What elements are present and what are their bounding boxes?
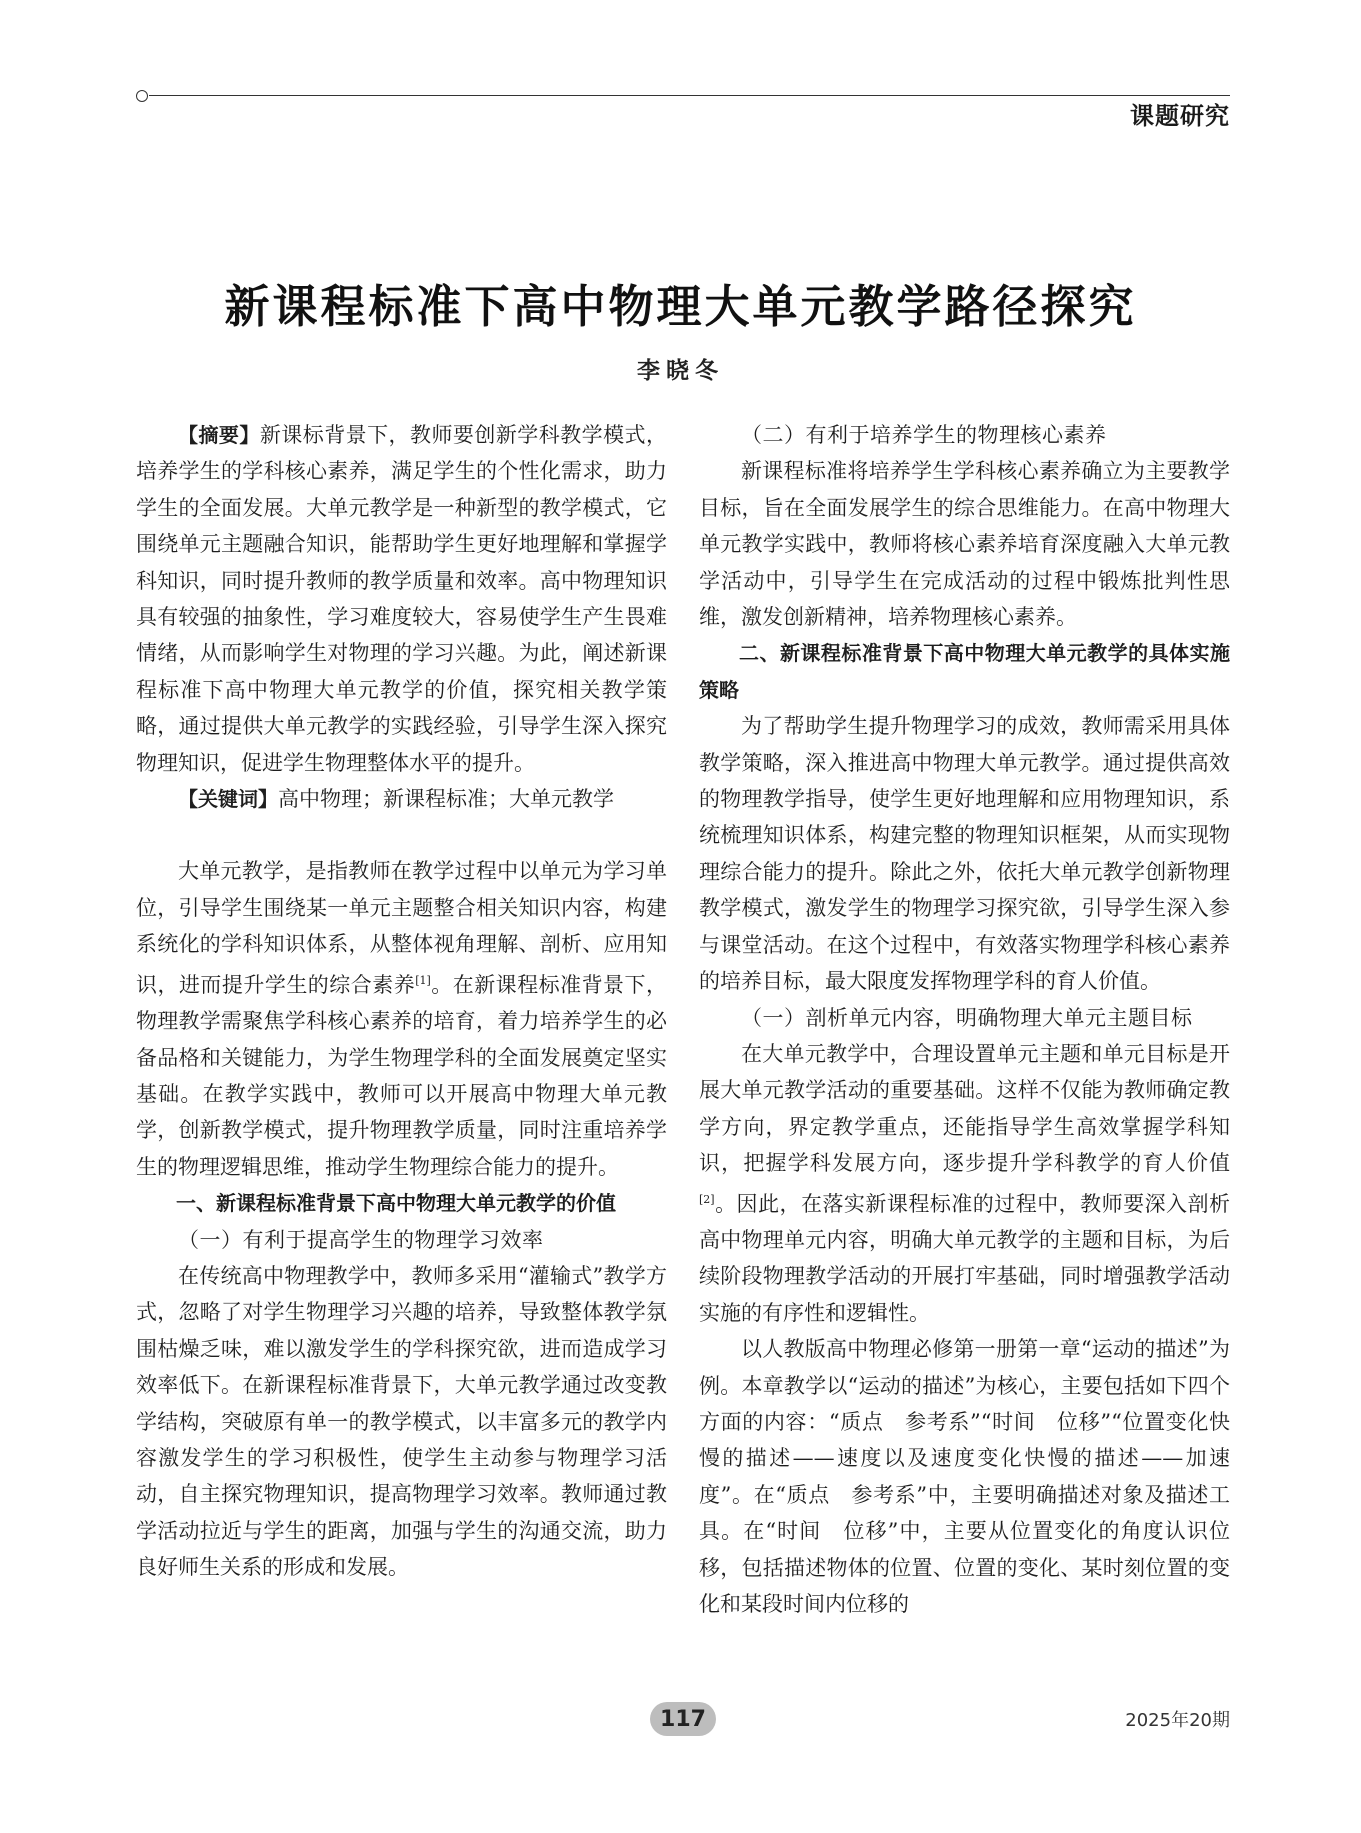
abstract-label: 【摘要】	[178, 423, 260, 447]
subsection-heading-1-2: （二）有利于培养学生的物理核心素养	[741, 423, 1107, 447]
keywords-label: 【关键词】	[178, 787, 278, 812]
paragraph-2: 为了帮助学生提升物理学习的成效，教师需采用具体教学策略，深入推进高中物理大单元教学。通过提供高效的物理教学指导，使学生更好地理解和应用物理知识，系统梳理知识体系，构建完整的物理知识框架，从而实现物理综合能力的提升。除此之外，依托大单元教学创新物理教学模式，激发学生的物理学习探究欲，引导学生深入参与课堂活动。在这个过程中，有效落实物理学科核心素养的培养目标，最大限度发挥物理学科的育人价值。	[699, 714, 1230, 994]
section-heading-1: 一、新课程标准背景下高中物理大单元教学的价值	[176, 1191, 616, 1216]
spacer	[136, 817, 667, 853]
page-number: 117	[660, 1706, 706, 1732]
paragraph-1-2: 新课程标准将培养学生学科核心素养确立为主要教学目标，旨在全面发展学生的综合思维能力。在高中物理大单元教学实践中，教师将核心素养培育深度融入大单元教学活动中，引导学生在完成活动的过程中锻炼批判性思维，激发创新精神，培养物理核心素养。	[699, 459, 1230, 630]
paragraph-2-1a-text: 在大单元教学中，合理设置单元主题和单元目标是开展大单元教学活动的重要基础。这样不仅能为教师确定教学方向，界定教学重点，还能指导学生高效掌握学科知识，把握学科发展方向，逐步提升学科教学的育人价值	[699, 1041, 1230, 1176]
intro-paragraph	[136, 853, 667, 1185]
intro-text-a: 大单元教学，是指教师在教学过程中以单元为学习单位，引导学生围绕某一单元主题整合相关知识内容，构建系统化的学科知识体系，从整体视角理解、剖析、应用知识，进而提升学生的综合素养	[136, 859, 667, 997]
citation-ref: [2]	[699, 1192, 715, 1206]
paragraph-1-1: 在传统高中物理教学中，教师多采用“灌输式”教学方式，忽略了对学生物理学习兴趣的培养，导致整体教学氛围枯燥乏味，难以激发学生的学科探究欲，进而造成学习效率低下。在新课程标准背景下，大单元教学通过改变教学结构，突破原有单一的教学模式，以丰富多元的教学内容激发学生的学习积极性，使学生主动参与物理学习活动，自主探究物理知识，提高物理学习效率。教师通过教学活动拉近与学生的距离，加强与学生的沟通交流，助力良好师生关系的形成和发展。	[136, 1263, 667, 1580]
keywords	[136, 781, 667, 817]
article-author: 李晓冬	[637, 357, 724, 384]
paragraph-2-1c: 以人教版高中物理必修第一册第一章“运动的描述”为例。本章教学以“运动的描述”为核心，主要包括如下四个方面的内容：“质点 参考系”“时间 位移”“位置变化快慢的描述——速度以及速度变化快慢的描述——加速度”。在“质点 参考系”中，主要明确描述对象及描述工具。在“时间 位移”中，主要从位置变化的角度认识位移，包括描述物体的位置、位置的变化、某时刻位置的变化和某段时间内位移的	[699, 1337, 1230, 1616]
page-number-badge	[650, 1702, 716, 1736]
section-label: 课题研究	[1130, 102, 1230, 130]
abstract	[136, 417, 667, 781]
keywords-text: 高中物理；新课程标准；大单元教学	[278, 787, 614, 812]
header-rule	[149, 95, 1230, 96]
issue-label: 2025年20期	[1125, 1710, 1230, 1731]
right-column	[699, 417, 1230, 1622]
subsection-heading-2-1: （一）剖析单元内容，明确物理大单元主题目标	[741, 1005, 1193, 1030]
article-title: 新课程标准下高中物理大单元教学路径探究	[224, 280, 1137, 333]
paragraph-2-1a	[699, 1036, 1230, 1331]
section-heading-2: 二、新课程标准背景下高中物理大单元教学的具体实施策略	[699, 641, 1230, 702]
intro-text-b: 。在新课程标准背景下，物理教学需聚焦学科核心素养的培育，着力培养学生的必备品格和关键能力，为学生物理学科的全面发展奠定坚实基础。在教学实践中，教师可以开展高中物理大单元教学，创新教学模式，提升物理教学质量，同时注重培养学生的物理逻辑思维，推动学生物理综合能力的提升。	[136, 972, 668, 1179]
citation-ref: [1]	[415, 973, 431, 987]
header-circle-ornament	[136, 90, 148, 102]
left-column	[136, 417, 667, 1586]
subsection-heading-1-1: （一）有利于提高学生的物理学习效率	[178, 1227, 544, 1252]
paragraph-2-1b-text: 。因此，在落实新课程标准的过程中，教师要深入剖析高中物理单元内容，明确大单元教学的主题和目标，为后续阶段物理教学活动的开展打牢基础，同时增强教学活动实施的有序性和逻辑性。	[699, 1191, 1230, 1325]
abstract-text: 新课标背景下，教师要创新学科教学模式，培养学生的学科核心素养，满足学生的个性化需求，助力学生的全面发展。大单元教学是一种新型的教学模式，它围绕单元主题融合知识，能帮助学生更好地理解和掌握学科知识，同时提升教师的教学质量和效率。高中物理知识具有较强的抽象性，学习难度较大，容易使学生产生畏难情绪，从而影响学生对物理的学习兴趣。为此，阐述新课程标准下高中物理大单元教学的价值，探究相关教学策略，通过提供大单元教学的实践经验，引导学生深入探究物理知识，促进学生物理整体水平的提升。	[136, 423, 668, 775]
